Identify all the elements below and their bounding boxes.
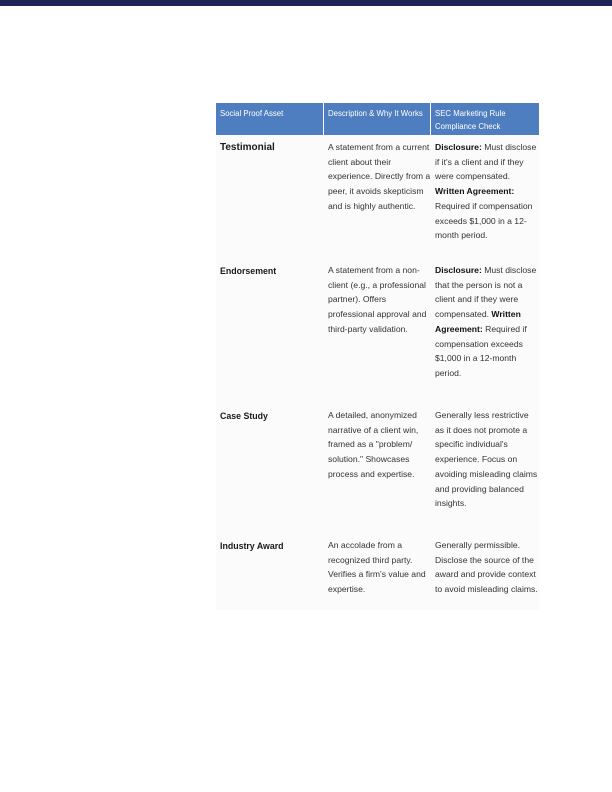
table-header — [216, 103, 539, 135]
row-compliance: Generally less restrictive as it does not promote a specific individual's experience. Focus on avoiding misleading claims and providing balanced insights. — [435, 410, 538, 509]
row-description: An accolade from a recognized third party. Verifies a firm's value and expertise. — [328, 540, 426, 595]
disclosure-label: Disclosure: — [435, 142, 482, 152]
agreement-label: Written Agreement: — [435, 186, 515, 197]
table-row — [216, 401, 539, 531]
agreement-text: Required if compensation exceeds $1,000 in a 12-month period. — [435, 323, 527, 378]
row-compliance: Generally permissible. Disclose the source of the award and provide context to avoid misleading claims. — [435, 540, 538, 595]
header-compliance: SEC Marketing Rule Compliance Check — [435, 109, 506, 131]
table-row — [216, 531, 539, 608]
row-asset: Endorsement — [220, 266, 277, 276]
agreement-text: Required if compensation exceeds $1,000 in a 12-month period. — [435, 200, 533, 241]
header-asset: Social Proof Asset — [216, 103, 324, 135]
social-proof-table — [216, 103, 539, 610]
header-description: Description & Why It Works — [324, 103, 431, 135]
row-compliance — [431, 263, 539, 401]
row-asset: Industry Award — [220, 541, 284, 551]
top-accent-bar — [0, 0, 612, 6]
table-row — [216, 256, 539, 401]
row-description: A statement from a current client about their experience. Directly from a peer, it avoids skepticism and is highly authentic. — [328, 142, 431, 211]
row-compliance — [431, 140, 539, 256]
row-asset: Case Study — [220, 411, 268, 421]
row-asset: Testimonial — [220, 142, 275, 153]
agreement-label: Written Agreement: — [435, 309, 521, 334]
disclosure-text: Must disclose that the person is not a client and if they were compensated. — [435, 265, 537, 320]
row-description: A statement from a non-client (e.g., a professional partner). Offers professional approval and third-party validation. — [328, 265, 427, 334]
disclosure-label: Disclosure: — [435, 265, 482, 275]
row-description: A detailed, anonymized narrative of a client win, framed as a "problem/ solution." Showcases process and expertise. — [328, 410, 419, 479]
table-row — [216, 135, 539, 256]
disclosure-text: Must disclose if it's a client and if they were compensated. — [435, 142, 537, 182]
